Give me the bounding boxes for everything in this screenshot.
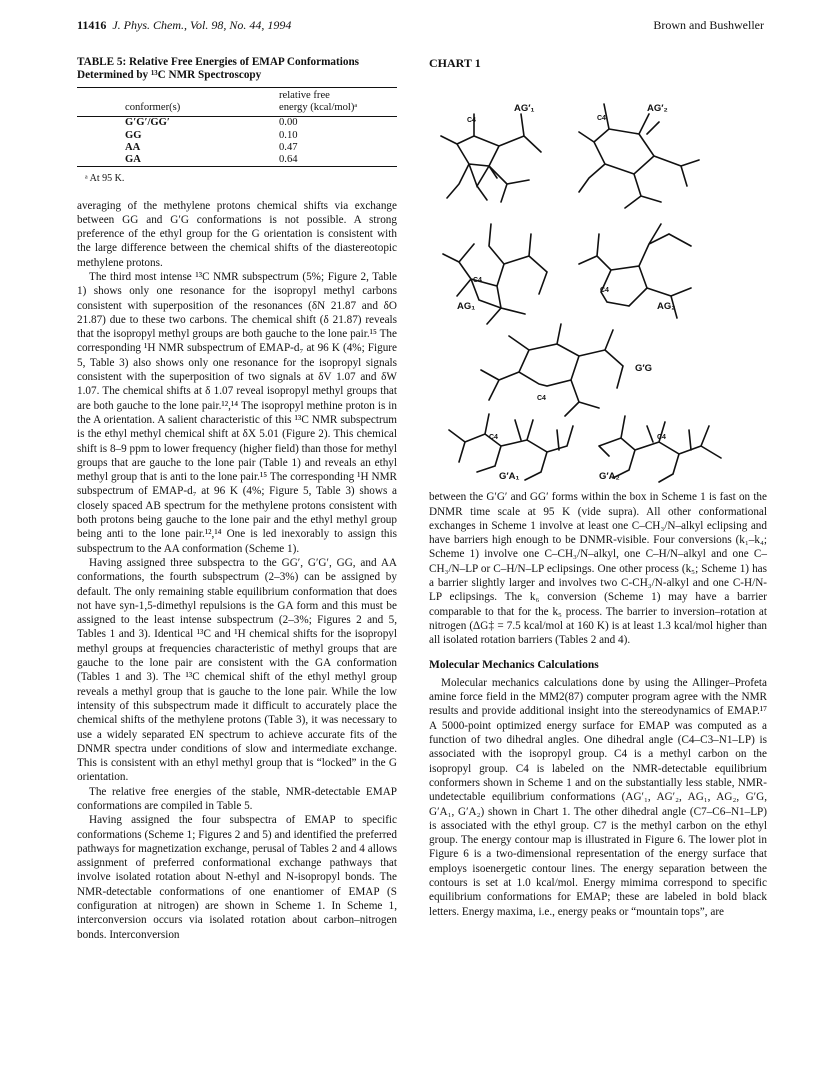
c4-label: C4	[597, 115, 606, 123]
col-header-energy	[237, 88, 397, 117]
table-row	[77, 142, 397, 154]
paragraph: between the G′G′ and GG′ forms within the box in Scheme 1 is fast on the DNMR time scale at 95 K (vide supra). All other conformational exchanges in Scheme 1 involve at least one C–CH₃/N–alkyl eclipsing and have barriers high enough to be DNMR-visible. Four conversions (k₁–k₄; Scheme 1) involve one C–CH₃/N–alkyl, one C–H/N–alkyl and one C–CH₃/N–LP or C–H/N–LP eclipsings. One other process (k₅; Scheme 1) has a barrier slightly larger and involves two C-CH₃/N-alkyl and one C-H/N-LP eclipsings. The k₆ conversion (Scheme 1) may have a barrier comparable to that for the k₅ process. The barrier to inversion–rotation at nitrogen (ΔG‡ = 7.5 kcal/mol at 160 K) is at least 1.3 kcal/mol higher than all isolated rotation barriers (Tables 2 and 4).	[429, 491, 767, 647]
c4-label: C4	[537, 395, 546, 403]
paragraph: averaging of the methylene protons chemical shifts via exchange between GG and G′G conformations is not possible. A strong preference of the ethyl group for the G orientation is consistent with the large difference between the chemical shifts of the diastereotopic methylene protons.	[77, 199, 397, 269]
table-footnote: ᵃ At 95 K.	[85, 173, 125, 185]
conformer-cell: AA	[125, 141, 141, 153]
conformer-cell: G′G′/GG′	[125, 117, 170, 129]
table-row	[77, 130, 397, 142]
structure-label: AG₁	[457, 301, 476, 313]
structure-label: G′G	[635, 363, 653, 375]
energy-cell: 0.10	[279, 129, 298, 141]
header-left	[77, 18, 291, 33]
c4-label: C4	[473, 277, 482, 285]
paragraph: The relative free energies of the stable, NMR-detectable EMAP conformations are compiled in Table 5.	[77, 785, 397, 812]
energy-cell: 0.00	[279, 117, 298, 129]
conformer-cell: GA	[125, 154, 141, 166]
molecule-ag1-prime	[441, 114, 541, 202]
running-header	[77, 18, 764, 34]
chart-1-structures	[429, 74, 767, 484]
left-column	[77, 56, 397, 942]
energy-cell: 0.64	[279, 154, 298, 166]
c4-label: C4	[600, 287, 609, 295]
chart-title: CHART 1	[429, 56, 481, 70]
c4-label: C4	[657, 434, 666, 442]
c4-label: C4	[489, 434, 498, 442]
header-authors: Brown and Bushweller	[653, 18, 764, 32]
right-column	[429, 56, 767, 919]
col-header-conformer: conformer(s)	[125, 102, 181, 114]
paragraph: Having assigned three subspectra to the GG′, G′G′, GG, and AA conformations, the fourth subspectrum (2–3%) can be assigned by default. The only remaining stable equilibrium conformation that does not have syn-1,5-dimethyl repulsions is the GA form and this must be assigned to the least intense subspectrum (2–3%; Figures 2 and 5, Tables 1 and 3). Identical ¹³C and ¹H chemical shifts for the isopropyl methyl groups at frequencies characteristic of methyl groups that are gauche to the lone pair are consistent with the GA conformation (Tables 1 and 3). The ¹³C chemical shift of the ethyl methyl group reveals a methyl group that is gauche to the lone pair. While the low intensity of this subspectrum made it difficult to accurately place the chemical shifts of the methylene protons (Table 3), it was necessary to use a widely separated EN spectrum to achieve accurate fits of the DNMR spectra under conditions of slow and intermediate exchange. This is consistent with an ethyl methyl group that is “locked” in the G orientation.	[77, 556, 397, 784]
structure-label: AG′₁	[514, 103, 535, 115]
table-row	[77, 117, 397, 130]
molecule-g-prime-g	[481, 324, 623, 416]
col-header-energy-line1: relative free	[279, 90, 330, 101]
col-header-energy-line2: energy (kcal/mol)ᵃ	[279, 102, 358, 114]
table-row	[77, 154, 397, 167]
section-heading: Molecular Mechanics Calculations	[429, 658, 599, 671]
paragraph: The third most intense ¹³C NMR subspectrum (5%; Figure 2, Table 1) shows only one resonance for the isopropyl methyl carbons consistent with superposition of the resonances (δN 21.87 and δO 21.87) due to these two carbons. The chemical shift (δ 21.87) reveals that the isopropyl methyl groups are both gauche to the lone pair.¹⁵ The corresponding ¹H NMR subspectrum of EMAP-d₇ at 96 K (4%; Figure 5, Table 3) also shows only one resonance for the isopropyl signals consistent with the superposition of two signals at δV 1.07 and δW 1.07. The chemical shifts at δ 1.07 reveal isopropyl methyl groups that are both gauche to the lone pair.¹²,¹⁴ The isopropyl methine proton is in the A orientation. A salient characteristic of this ¹³C NMR subspectrum is the ethyl methyl chemical shift at δX 5.01 (Figure 2). This chemical shift is 8–9 ppm to lower frequency (higher field) than those for methyl groups that are gauche to the lone pair (Table 1) and reveals an ethyl methyl group that is anti to the lone pair.¹⁵ The corresponding ¹H NMR subspectrum of EMAP-d₇ at 96 K (4%; Figure 5, Table 3) shows a closely spaced AB spectrum for the methylene protons consistent with both protons being gauche to the lone pair and the ethyl methyl group being anti to the lone pair.¹²,¹⁴ One is led inexorably to assign this subspectrum to the AA conformation (Scheme 1).	[77, 271, 398, 555]
structure-label: AG′₂	[647, 103, 668, 115]
structure-label: AG₂	[657, 301, 676, 313]
table-5	[77, 87, 397, 167]
conformer-cell: GG	[125, 129, 142, 141]
paragraph: Having assigned the four subspectra of EMAP to specific conformations (Scheme 1; Figures 2 and 5) and identified the preferred pathways for magnetization exchange, perusal of Tables 2 and 4 allows assignment of preferred conformational exchange pathways that involve isolated rotation about N-ethyl and N-isopropyl bonds. The NMR-detectable conformations of one enantiomer of EMAP (S configuration at nitrogen) are shown in Scheme 1. In Scheme 1, interconversion occurs via isolated rotation about carbon–nitrogen bonds. Interconversion	[77, 814, 397, 941]
page-number: 11416	[77, 18, 107, 32]
structure-label: G′A₂	[599, 471, 620, 483]
paragraph: Molecular mechanics calculations done by using the Allinger–Profeta amine force field in the MM2(87) computer program agree with the NMR results and provide additional insight into the stereodynamics of EMAP.¹⁷ A 5000-point optimized energy surface for EMAP was computed as a function of two dihedral angles. One dihedral angle (C4–C3–N1–LP) is associated with the isopropyl group. C4 is a methyl carbon on the isopropyl group. C4 is labeled on the NMR-detectable equilibrium conformers shown in Scheme 1 and on the substantially less stable, NMR-undetectable equilibrium conformations (AG′₁, AG′₂, AG₁, AG₂, G′G, G′A₁, G′A₂) shown in Chart 1. The other dihedral angle (C7–C6–N1–LP) is associated with the ethyl group. C7 is the methyl carbon on the ethyl group. The energy contour map is illustrated in Figure 6. The lower plot in Figure 6 is a two-dimensional representation of the energy surface that employs isoenergetic contour lines. The energy separation between the contours is set at 1.0 kcal/mol. Energy mimima correspond to specific equilibrium conformations for EMAP; these are labeled in bold black letters. Energy maxima, i.e., energy peaks or “mountain tops”, are	[429, 676, 767, 918]
energy-cell: 0.47	[279, 141, 298, 153]
journal-citation: J. Phys. Chem., Vol. 98, No. 44, 1994	[112, 18, 292, 32]
c4-label: C4	[467, 117, 476, 125]
table-caption: TABLE 5: Relative Free Energies of EMAP Conformations Determined by ¹³C NMR Spectroscopy	[77, 56, 360, 81]
structure-label: G′A₁	[499, 471, 520, 483]
